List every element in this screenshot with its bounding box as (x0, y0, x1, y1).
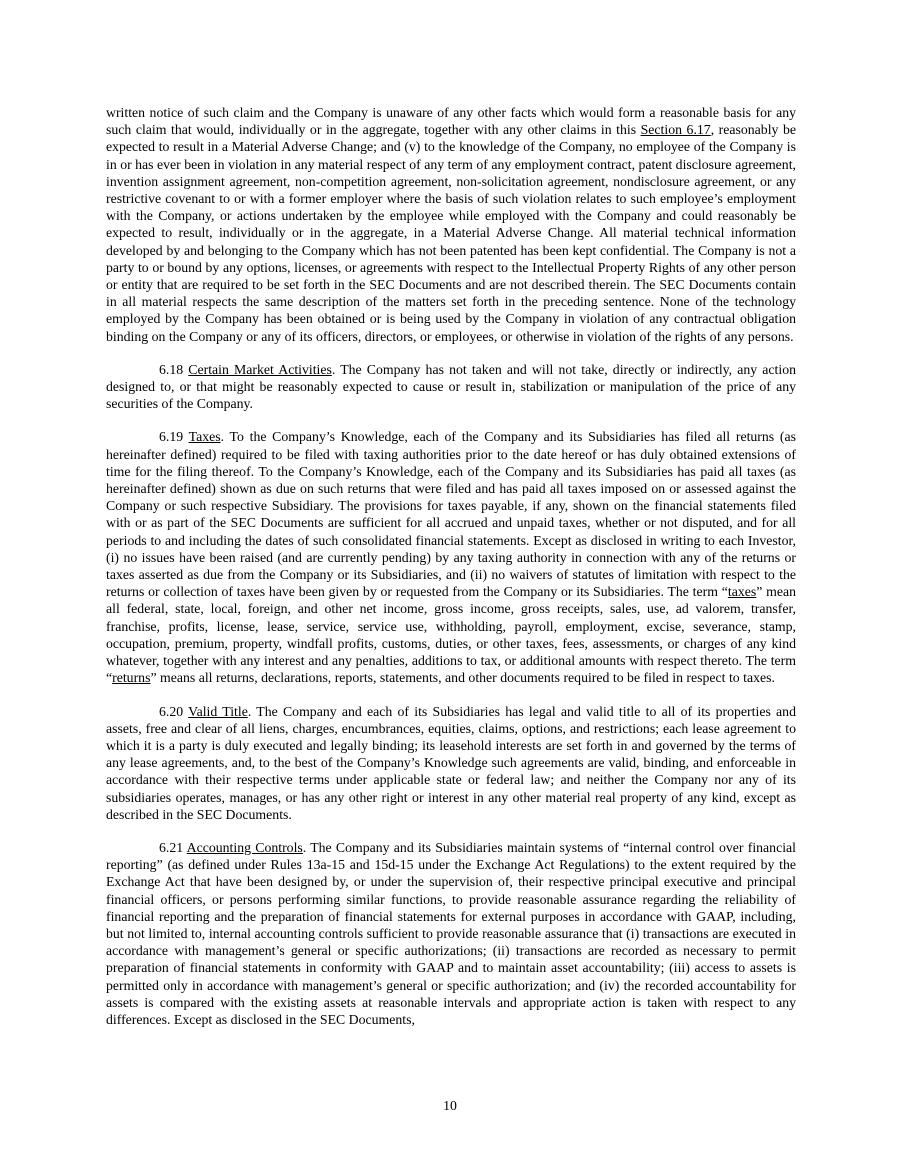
section-6-21-paragraph (106, 839, 796, 1028)
section-number: 6.21 (159, 839, 187, 855)
page-number: 10 (443, 1098, 457, 1113)
section-body: . The Company and each of its Subsidiaries has legal and valid title to all of its properties and assets, free and clear of all liens, charges, encumbrances, equities, claims, options, and restrictions; each lease agreement to which it is a party is duly executed and legally binding; its leasehold interests are set forth in and governed by the terms of any lease agreements, and, to the best of the Company’s Knowledge such agreements are valid, binding, and enforceable in accordance with their respective terms under applicable state or federal law; and neither the Company nor any of its subsidiaries operates, manages, or has any other right or interest in any other material real property of any kind, except as described in the SEC Documents. (106, 703, 796, 822)
section-number: 6.18 (159, 361, 189, 377)
continuation-text-2: , reasonably be expected to result in a Material Adverse Change; and (v) to the knowledge of the Company, no employee of the Company is in or has ever been in violation in any material respect of any term of any employment contract, patent disclosure agreement, invention assignment agreement, non-competition agreement, non-solicitation agreement, nondisclosure agreement, or any restrictive covenant to or with a former employer where the basis of such violation relates to such employee’s employment with the Company, or actions undertaken by the employee while employed with the Company and could reasonably be expected to result, individually or in the aggregate, in a Material Adverse Change. All material technical information developed by and belonging to the Company which has not been patented has been kept confidential. The Company is not a party to or bound by any options, licenses, or agreements with respect to the Intellectual Property Rights of any other person or entity that are required to be set forth in the SEC Documents and are not described therein. The SEC Documents contain in all material respects the same description of the matters set forth in the preceding sentence. None of the technology employed by the Company has been obtained or is being used by the Company in violation of any contractual obligation binding on the Company or any of its officers, directors, or employees, or otherwise in violation of the rights of any persons. (106, 122, 796, 344)
section-6-18-paragraph (106, 361, 796, 413)
section-body: . The Company has not taken and will not take, directly or indirectly, any action designed to, or that might be reasonably expected to cause or result in, stabilization or manipulation of the price of any securities of the Company. (106, 361, 797, 412)
continuation-paragraph (106, 104, 796, 345)
document-page (106, 104, 796, 1044)
section-heading: Certain Market Activities (188, 361, 332, 377)
section-number: 6.20 (159, 703, 189, 719)
section-6-19-paragraph (106, 428, 796, 686)
section-number: 6.19 (159, 429, 189, 445)
section-body-part-3: ” means all returns, declarations, reports, statements, and other documents required to be filed in respect to taxes. (150, 670, 775, 686)
section-body: . The Company and its Subsidiaries maintain systems of “internal control over financial reporting” (as defined under Rules 13a-15 and 15d-15 under the Exchange Act Regulations) to the extent required by the Exchange Act that have been designed by, or under the supervision of, their respective principal executive and principal financial officers, or persons performing similar functions, to provide reasonable assurance regarding the reliability of financial reporting and the preparation of financial statements for external purposes in accordance with GAAP, including, but not limited to, internal accounting controls sufficient to provide reasonable assurance that (i) transactions are executed in accordance with management’s general or specific authorizations; (ii) transactions are recorded as necessary to permit preparation of financial statements in conformity with GAAP and to maintain asset accountability; (iii) access to assets is permitted only in accordance with management’s general or specific authorization; and (iv) the recorded accountability for assets is compared with the existing assets at reasonable intervals and appropriate action is taken with respect to any differences. Except as disclosed in the SEC Documents, (106, 839, 796, 1027)
section-6-20-paragraph (106, 703, 796, 823)
section-body-part-2: ” mean all federal, state, local, foreign, and other net income, gross income, gross receipts, sales, use, ad valorem, transfer, franchise, profits, license, lease, service, service use, withholding, payroll, employment, excise, severance, stamp, occupation, premium, property, windfall profits, customs, duties, or other taxes, fees, assessments, or charges of any kind whatever, together with any interest and any penalties, additions to tax, or additional amounts with respect thereto. The term “ (106, 584, 797, 686)
defined-term-returns: returns (112, 670, 151, 686)
section-heading: Taxes (188, 429, 221, 445)
continuation-text-1: written notice of such claim and the Company is unaware of any other facts which would form a reasonable basis for any such claim that would, individually or in the aggregate, together with any other claims in this (106, 105, 796, 138)
section-reference-6-17: Section 6.17 (640, 122, 711, 138)
section-body-part-1: . To the Company’s Knowledge, each of the Company and its Subsidiaries has filed all returns (as hereinafter defined) required to be filed with taxing authorities prior to the date hereof or has duly obtained extensions of time for the filing thereof. To the Company’s Knowledge, each of the Company and its Subsidiaries has paid all taxes (as hereinafter defined) shown as due on such returns that were filed and has paid all taxes imposed on or assessed against the Company or such respective Subsidiary. The provisions for taxes payable, if any, shown on the financial statements filed with or as part of the SEC Documents are sufficient for all accrued and unpaid taxes, whether or not disputed, and for all periods to and including the dates of such consolidated financial statements. Except as disclosed in writing to each Investor, (i) no issues have been raised (and are currently pending) by any taxing authority in connection with any of the returns or taxes asserted as due from the Company or its Subsidiaries, and (ii) no waivers of statutes of limitation with respect to the returns or collection of taxes have been given by or requested from the Company or its Subsidiaries. The term “ (106, 429, 796, 600)
section-heading: Valid Title (188, 703, 248, 719)
defined-term-taxes: taxes (727, 584, 757, 600)
section-heading: Accounting Controls (186, 839, 303, 855)
